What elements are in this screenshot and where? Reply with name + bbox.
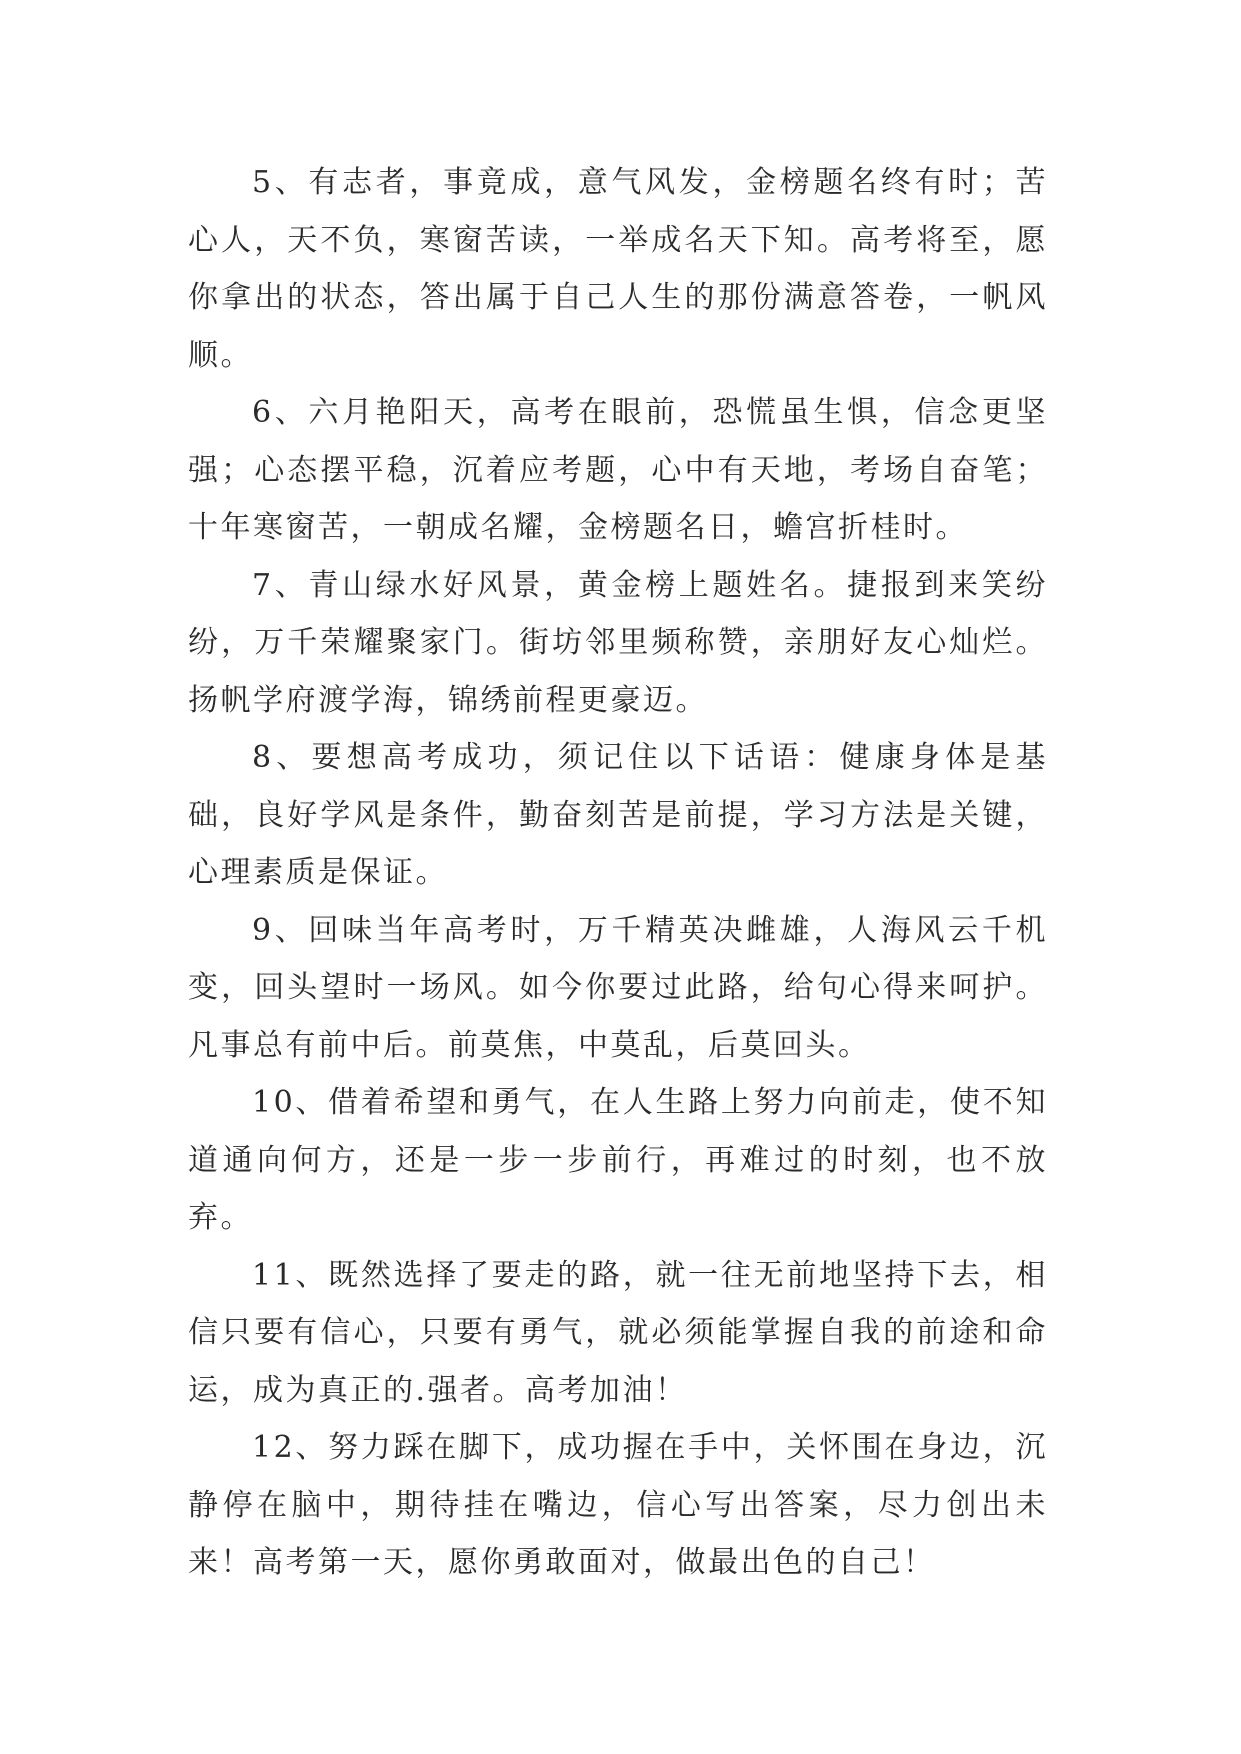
paragraph-10: 10、借着希望和勇气，在人生路上努力向前走，使不知道通向何方，还是一步一步前行，再难过的时刻，也不放弃。 [188,1085,1048,1235]
paragraph-9: 9、回味当年高考时，万千精英决雌雄，人海风云千机变，回头望时一场风。如今你要过此路，给句心得来呵护。凡事总有前中后。前莫焦，中莫乱，后莫回头。 [188,912,1048,1063]
paragraph-5: 5、有志者，事竟成，意气风发，金榜题名终有时；苦心人，天不负，寒窗苦读，一举成名天下知。高考将至，愿你拿出的状态，答出属于自己人生的那份满意答卷，一帆风顺。 [188,165,1048,373]
paragraph-7: 7、青山绿水好风景，黄金榜上题姓名。捷报到来笑纷纷，万千荣耀聚家门。街坊邻里频称赞，亲朋好友心灿烂。扬帆学府渡学海，锦绣前程更豪迈。 [188,567,1048,718]
paragraph-12: 12、努力踩在脚下，成功握在手中，关怀围在身边，沉静停在脑中，期待挂在嘴边，信心写出答案，尽力创出未来！高考第一天，愿你勇敢面对，做最出色的自己！ [188,1430,1048,1580]
paragraph-8: 8、要想高考成功，须记住以下话语：健康身体是基础，良好学风是条件，勤奋刻苦是前提，学习方法是关键，心理素质是保证。 [188,740,1048,890]
paragraph-11: 11、既然选择了要走的路，就一往无前地坚持下去，相信只要有信心，只要有勇气，就必须能掌握自我的前途和命运，成为真正的.强者。高考加油！ [188,1257,1048,1408]
paragraph-6: 6、六月艳阳天，高考在眼前，恐慌虽生惧，信念更坚强；心态摆平稳，沉着应考题，心中有天地，考场自奋笔；十年寒窗苦，一朝成名耀，金榜题名日，蟾宫折桂时。 [188,395,1048,545]
document-body [188,154,1048,1592]
